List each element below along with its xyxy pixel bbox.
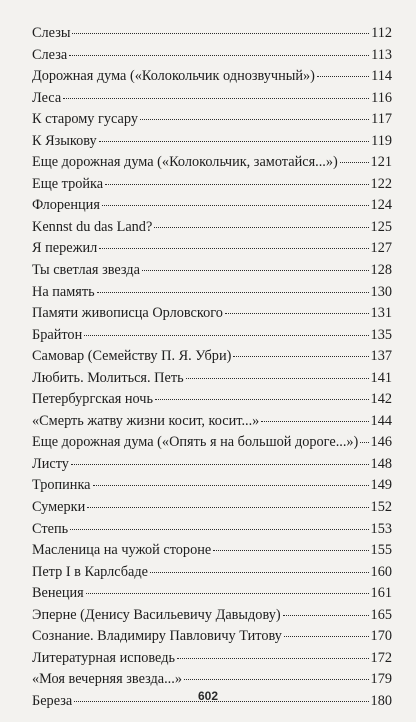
toc-entry [32, 669, 392, 691]
toc-entry-page-number: 142 [370, 391, 392, 408]
toc-entry-page-number: 144 [370, 412, 392, 429]
dot-leader [213, 550, 368, 551]
dot-leader [150, 572, 369, 573]
toc-entry-page-number: 121 [370, 154, 392, 171]
toc-entry-title: Слезы [32, 25, 71, 41]
toc-entry-page-number: 160 [370, 563, 392, 580]
toc-entry-title: Самовар (Семейству П. Я. Убри) [32, 348, 232, 365]
toc-entry-title: Сумерки [32, 499, 86, 516]
toc-entry-page-number: 148 [370, 455, 392, 472]
toc-entry-title: Листу [32, 455, 69, 472]
toc-entry [32, 174, 392, 196]
dot-leader [102, 205, 369, 206]
toc-entry-title: К Языкову [32, 132, 97, 149]
table-of-contents [32, 23, 392, 713]
toc-entry [32, 23, 392, 45]
toc-entry [32, 519, 392, 541]
toc-entry [32, 411, 392, 433]
toc-entry [32, 454, 392, 476]
toc-entry [32, 368, 392, 390]
toc-entry-page-number: 161 [370, 585, 392, 602]
toc-entry-title: Kennst du das Land? [32, 218, 153, 235]
toc-entry-page-number: 180 [370, 692, 392, 709]
toc-entry [32, 389, 392, 411]
toc-entry-title: Слеза [32, 46, 68, 63]
toc-entry [32, 217, 392, 239]
dot-leader [184, 679, 369, 680]
dot-leader [142, 270, 369, 271]
toc-entry-page-number: 172 [370, 649, 392, 666]
toc-entry-page-number: 114 [371, 68, 392, 85]
toc-entry [32, 346, 392, 368]
toc-entry-page-number: 179 [370, 671, 392, 688]
toc-entry [32, 195, 392, 217]
toc-entry-page-number: 131 [370, 305, 392, 322]
dot-leader [99, 141, 369, 142]
toc-entry [32, 583, 392, 605]
toc-entry-page-number: 135 [370, 326, 392, 343]
toc-entry-title: На память [32, 283, 95, 300]
dot-leader [225, 313, 369, 314]
toc-entry-page-number: 125 [370, 218, 392, 235]
toc-entry-title: Масленица на чужой стороне [32, 542, 212, 559]
toc-entry-title: Еще дорожная дума («Колокольчик, замотайся...») [32, 154, 338, 171]
toc-entry-page-number: 149 [370, 477, 392, 494]
toc-entry-title: Литературная исповедь [32, 649, 175, 666]
toc-entry-page-number: 152 [370, 499, 392, 516]
toc-entry-title: Петербургская ночь [32, 391, 154, 408]
toc-entry-page-number: 141 [370, 369, 392, 386]
toc-entry-page-number: 113 [371, 46, 392, 63]
toc-entry-title: «Смерть жатву жизни косит, косит...» [32, 412, 260, 429]
toc-entry [32, 109, 392, 131]
toc-entry-title: Леса [32, 89, 62, 106]
toc-entry-title: Дорожная дума («Колокольчик однозвучный») [32, 68, 315, 85]
toc-entry-title: Тропинка [32, 477, 91, 494]
dot-leader [93, 485, 369, 486]
toc-entry-title: Еще дорожная дума («Опять я на большой дороге...») [32, 434, 359, 451]
toc-entry-page-number: 165 [370, 606, 392, 623]
toc-entry [32, 131, 392, 153]
toc-entry-title: Ты светлая звезда [32, 262, 140, 279]
toc-entry-title: Береза [32, 692, 73, 709]
dot-leader [63, 98, 369, 99]
dot-leader [283, 615, 369, 616]
toc-entry-page-number: 128 [370, 262, 392, 279]
dot-leader [105, 184, 368, 185]
dot-leader [154, 227, 368, 228]
toc-entry [32, 325, 392, 347]
dot-leader [340, 162, 369, 163]
dot-leader [360, 442, 368, 443]
toc-entry [32, 648, 392, 670]
dot-leader [69, 55, 369, 56]
toc-entry [32, 562, 392, 584]
toc-entry [32, 605, 392, 627]
dot-leader [86, 593, 369, 594]
toc-entry [32, 260, 392, 282]
toc-entry [32, 282, 392, 304]
toc-entry-title: Я пережил [32, 240, 98, 257]
dot-leader [140, 119, 369, 120]
toc-entry-page-number: 112 [371, 25, 392, 41]
toc-entry-title: К старому гусару [32, 111, 139, 128]
toc-entry [32, 303, 392, 325]
dot-leader [97, 292, 369, 293]
toc-entry [32, 432, 392, 454]
toc-entry [32, 540, 392, 562]
toc-entry [32, 45, 392, 67]
toc-entry-page-number: 119 [371, 132, 392, 149]
toc-entry-page-number: 127 [370, 240, 392, 257]
toc-entry-page-number: 130 [370, 283, 392, 300]
toc-entry-title: Любить. Молиться. Петь [32, 369, 184, 386]
dot-leader [72, 33, 369, 34]
toc-entry-page-number: 122 [370, 175, 392, 192]
dot-leader [84, 335, 368, 336]
dot-leader [71, 464, 369, 465]
dot-leader [186, 378, 369, 379]
toc-entry [32, 626, 392, 648]
dot-leader [261, 421, 368, 422]
toc-entry [32, 88, 392, 110]
page-number: 602 [197, 689, 219, 703]
toc-entry [32, 238, 392, 260]
dot-leader [284, 636, 369, 637]
dot-leader [233, 356, 368, 357]
toc-entry-title: Эперне (Денису Васильевичу Давыдову) [32, 606, 281, 623]
toc-entry-page-number: 153 [370, 520, 392, 537]
toc-entry-page-number: 146 [370, 434, 392, 451]
toc-entry-page-number: 137 [370, 348, 392, 365]
toc-entry-page-number: 155 [370, 542, 392, 559]
toc-entry-title: Сознание. Владимиру Павловичу Титову [32, 628, 282, 645]
toc-entry-page-number: 117 [371, 111, 392, 128]
toc-entry-title: Венеция [32, 585, 84, 602]
toc-entry-title: «Моя вечерняя звезда...» [32, 671, 182, 688]
dot-leader [87, 507, 368, 508]
toc-entry-title: Петр I в Карлсбаде [32, 563, 149, 580]
toc-entry-title: Степь [32, 520, 69, 537]
dot-leader [70, 529, 368, 530]
toc-entry [32, 152, 392, 174]
toc-entry-title: Флоренция [32, 197, 100, 214]
dot-leader [317, 76, 369, 77]
toc-entry-page-number: 170 [370, 628, 392, 645]
toc-entry-title: Брайтон [32, 326, 83, 343]
toc-entry-page-number: 116 [371, 89, 392, 106]
toc-entry [32, 497, 392, 519]
toc-entry-title: Еще тройка [32, 175, 104, 192]
dot-leader [177, 658, 369, 659]
toc-entry [32, 66, 392, 88]
dot-leader [155, 399, 369, 400]
dot-leader [99, 248, 368, 249]
toc-entry [32, 475, 392, 497]
toc-entry-title: Памяти живописца Орловского [32, 305, 223, 322]
toc-entry-page-number: 124 [370, 197, 392, 214]
